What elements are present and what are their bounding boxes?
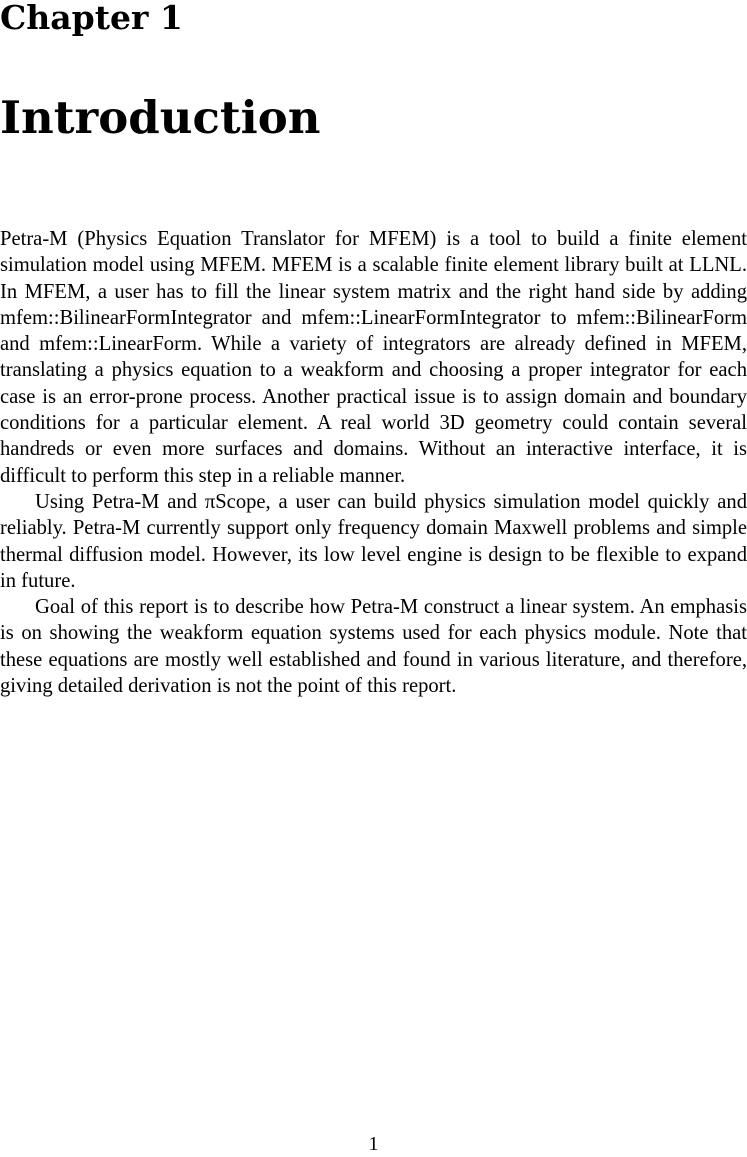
paragraph-petra-m-usage: Using Petra-M and πScope, a user can build physics simulation model quickly and reliably. Petra-M currently support only frequency domain Maxwell problems and simple thermal diffusion model. However, its low level engine is design to be flexible to expand in future. <box>0 490 747 592</box>
paragraph-report-goal: Goal of this report is to describe how Petra-M construct a linear system. An emphasis is on showing the weakform equation systems used for each physics module. Note that these equations are mostly well established and found in various literature, and therefore, giving detailed derivation is not the point of this report. <box>0 596 747 698</box>
chapter-title: Introduction <box>0 91 321 144</box>
page-number: 1 <box>368 1133 379 1155</box>
body-text <box>0 226 747 699</box>
paragraph-intro: Petra-M (Physics Equation Translator for MFEM) is a tool to build a finite element simulation model using MFEM. MFEM is a scalable finite element library built at LLNL. In MFEM, a user has to fill the linear system matrix and the right hand side by adding mfem::BilinearFormIntegrator and mfem::LinearFormIntegrator to mfem::BilinearForm and mfem::LinearForm. While a variety of integrators are already defined in MFEM, translating a physics equation to a weakform and choosing a proper integrator for each case is an error-prone process. Another practical issue is to assign domain and boundary conditions for a particular element. A real world 3D geometry could contain several handreds or even more surfaces and domains. Without an interactive interface, it is difficult to perform this step in a reliable manner. <box>0 228 747 487</box>
chapter-label: Chapter 1 <box>0 0 183 37</box>
